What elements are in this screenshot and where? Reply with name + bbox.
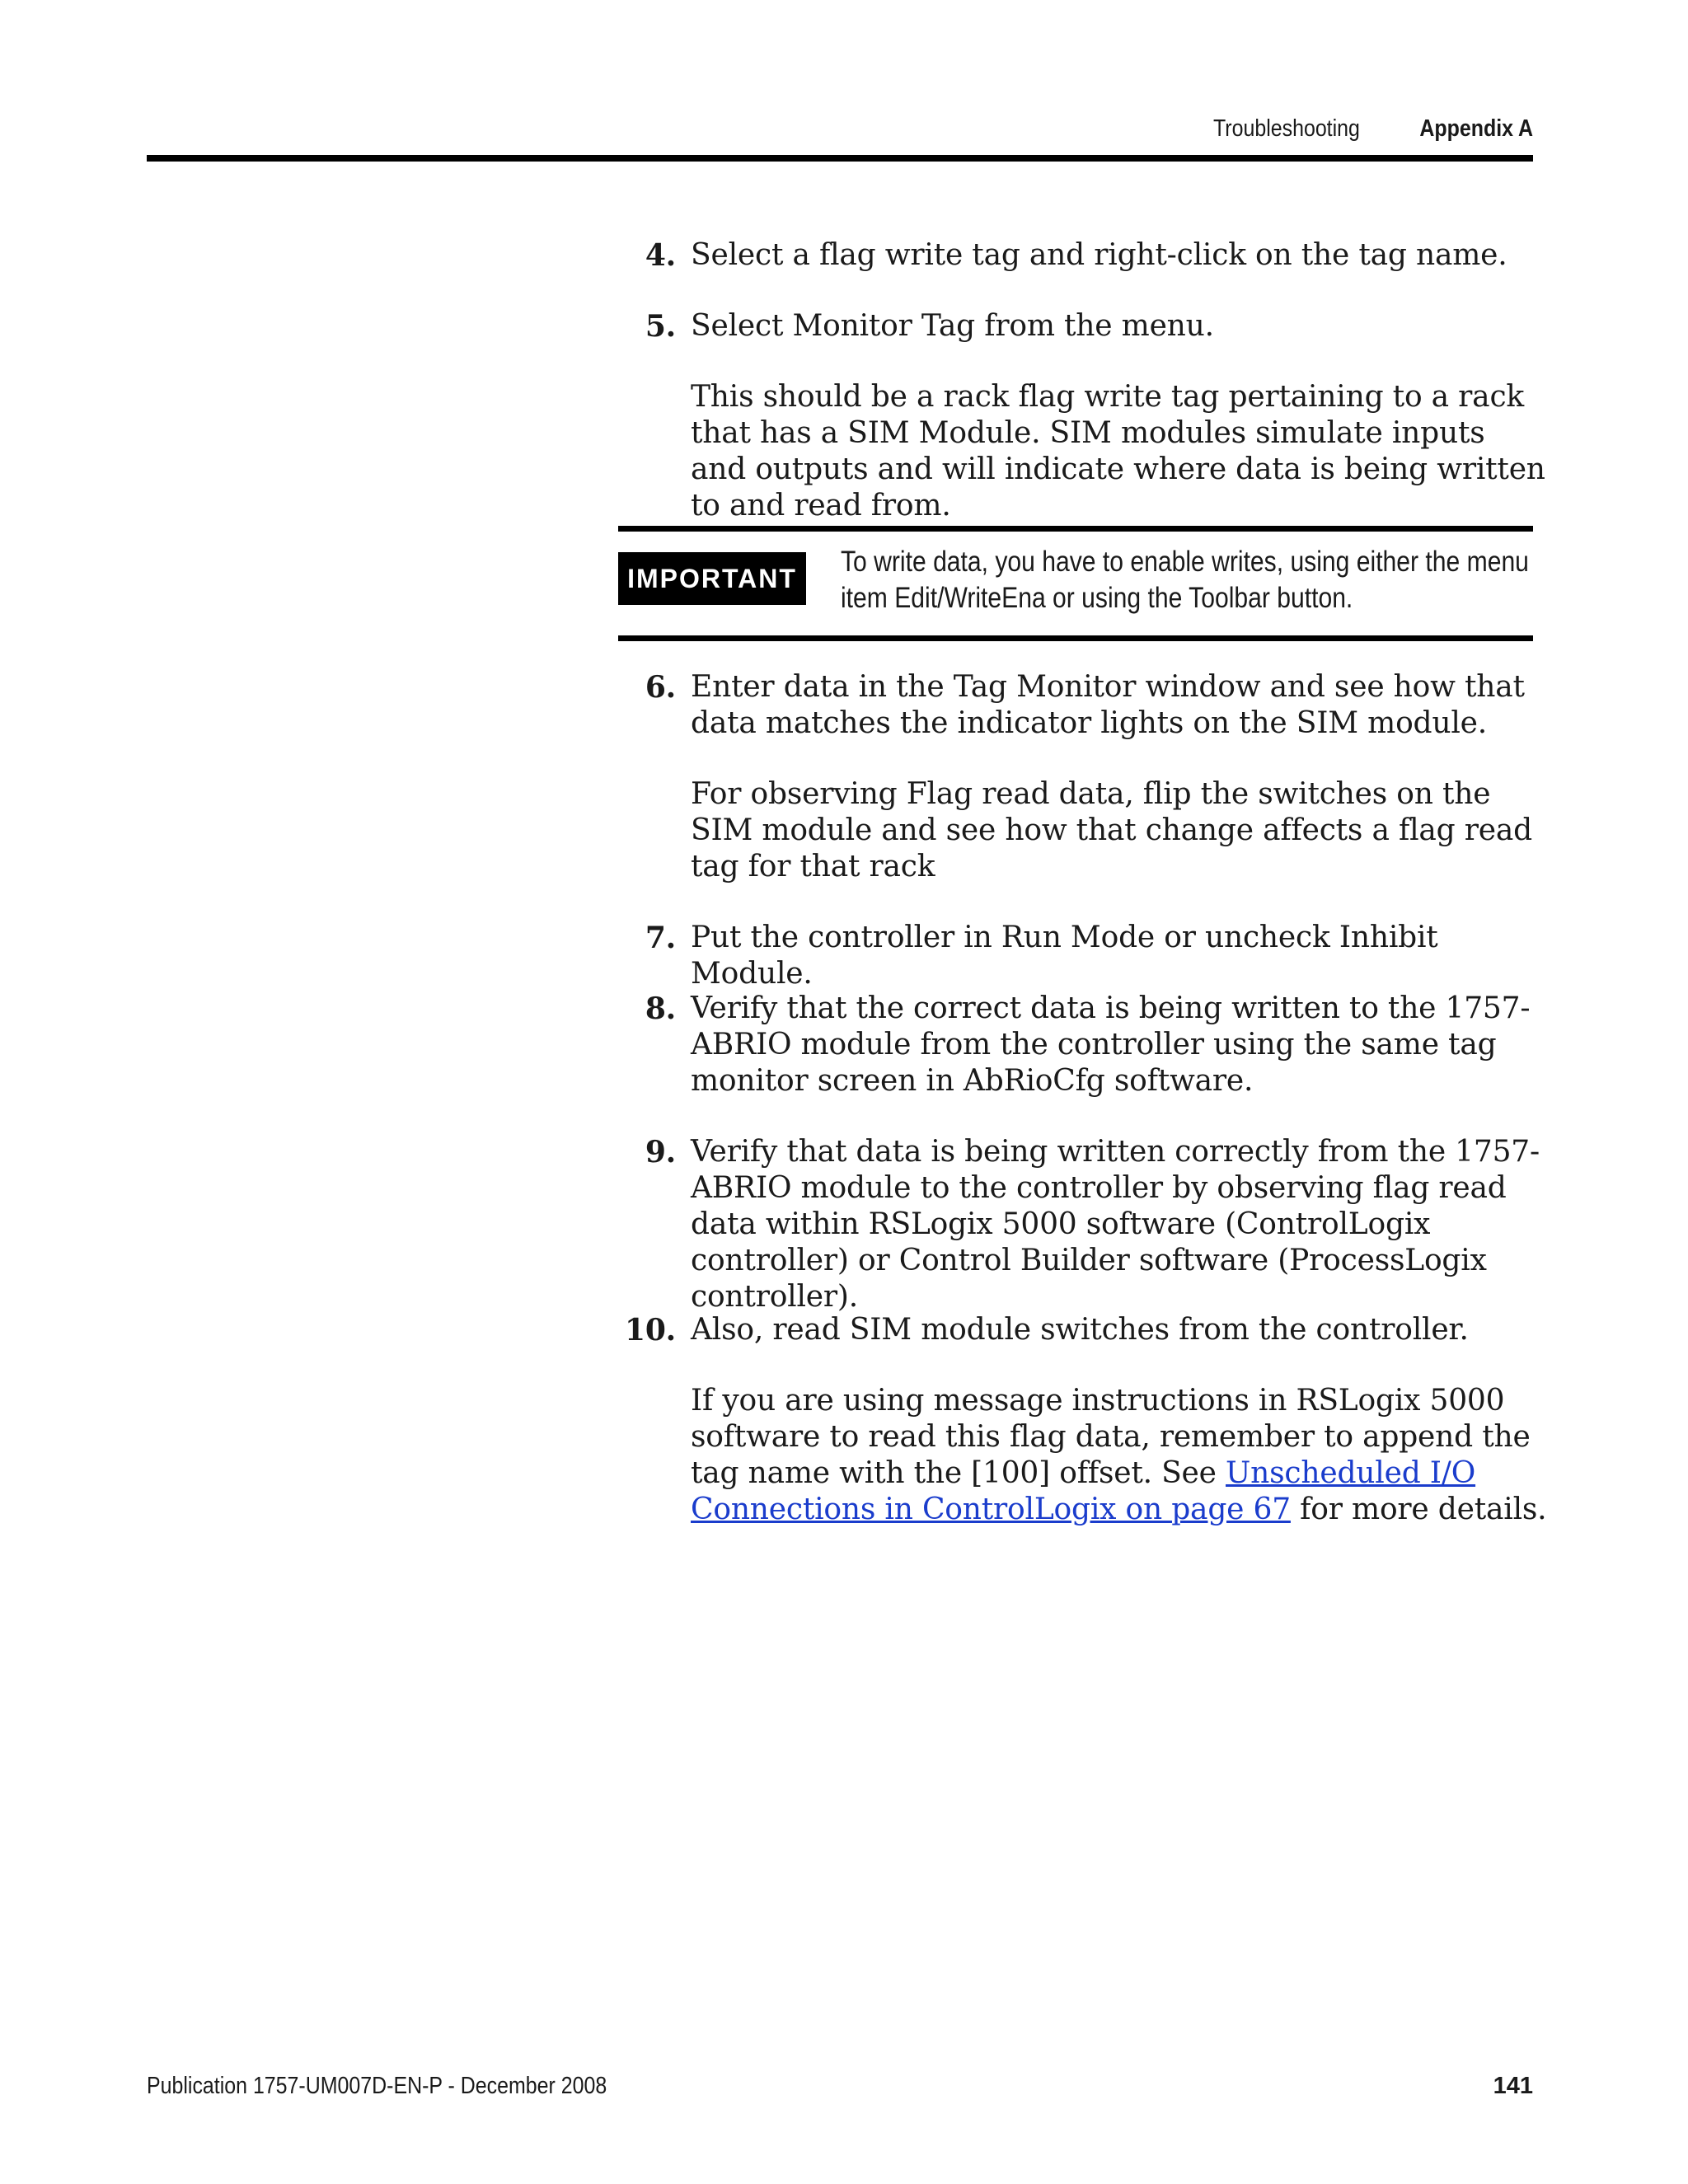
step-number: 10. (624, 1313, 676, 1347)
step-text: Select a flag write tag and right-click on the tag name. (691, 238, 1507, 272)
step-6-note: For observing Flag read data, flip the switches on the SIM module and see how that change affects a flag read tag for that rack (691, 777, 1532, 883)
step-number: 5. (645, 309, 676, 344)
step-text: Verify that data is being written correctly from the 1757-ABRIO module to the controller by observing flag read data within RSLogix 5000 software (ControlLogix controller) or Control Builder software (ProcessLogix controller). (691, 1135, 1540, 1314)
note-text: If you are using message instructions in RSLogix 5000 software to read this flag data, remember to append the tag name with the [100] offset. See (691, 1384, 1531, 1490)
running-header (0, 115, 1533, 143)
step-number: 9. (645, 1135, 676, 1169)
callout-bottom-rule (618, 635, 1533, 641)
step-10-note (691, 1383, 1548, 1528)
header-section-title: Troubleshooting (1213, 115, 1360, 142)
step-number: 6. (645, 670, 676, 705)
step-text: Put the controller in Run Mode or uncheck Inhibit Module. (691, 921, 1438, 991)
step-text: Select Monitor Tag from the menu. (691, 309, 1214, 343)
step-number: 7. (645, 921, 676, 955)
step-text: Enter data in the Tag Monitor window and see how that data matches the indicator lights on the SIM module. (691, 670, 1525, 740)
page-number: 141 (1493, 2073, 1533, 2099)
note-text-end: for more details. (1290, 1493, 1547, 1526)
step-number: 4. (645, 238, 676, 273)
step-5-note: This should be a rack flag write tag pertaining to a rack that has a SIM Module. SIM modules simulate inputs and outputs and will indicate where data is being written to and read from. (691, 380, 1545, 523)
publication-footer: Publication 1757-UM007D-EN-P - December 2008 (147, 2073, 607, 2099)
important-label: IMPORTANT (618, 552, 806, 605)
header-appendix-label: Appendix A (1419, 115, 1533, 142)
important-callout (618, 526, 1533, 641)
step-text: Verify that the correct data is being written to the 1757-ABRIO module from the controller using the same tag monitor screen in AbRioCfg software. (691, 991, 1531, 1098)
callout-top-rule (618, 526, 1533, 532)
cross-reference-link[interactable]: Unscheduled I/O Connections in ControlLogix on page 67 (691, 1456, 1476, 1526)
step-text: Also, read SIM module switches from the controller. (691, 1313, 1469, 1347)
important-text: To write data, you have to enable writes, using either the menu item Edit/WriteEna or using the Toolbar button. (841, 546, 1529, 614)
header-rule (147, 155, 1533, 162)
step-number: 8. (645, 991, 676, 1026)
